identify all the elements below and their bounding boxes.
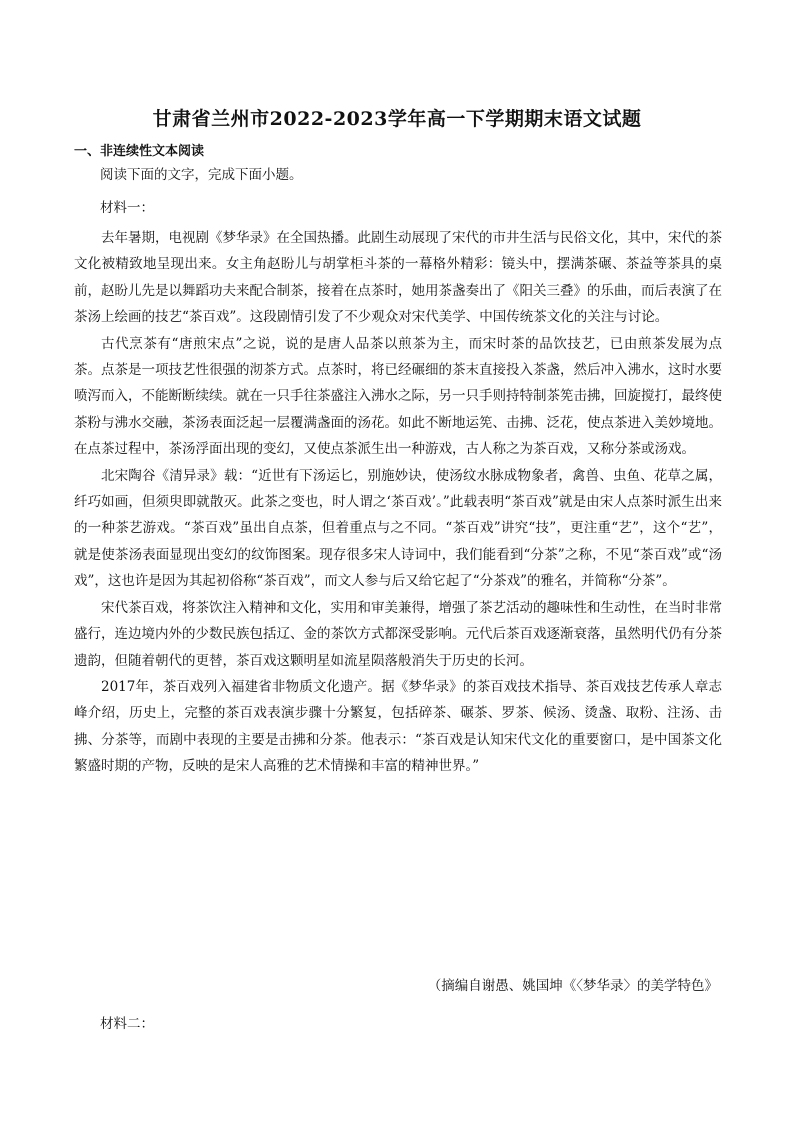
paragraph: 北宋陶谷《清异录》载：“近世有下汤运匕，别施妙诀，使汤纹水脉成物象者，禽兽、虫鱼、花草之属，纤巧如画，但须臾即就散灭。此茶之变也，时人谓之‘茶百戏’。”此载表明“茶百戏”就是由宋人点茶时派生出来的一种茶艺游戏。“茶百戏”虽出自点茶，但着重点与之不同。“茶百戏”讲究“技”，更注重“艺”，这个“艺”，就是使茶汤表面显现出变幻的纹饰图案。现存很多宋人诗词中，我们能看到“分茶”之称，不见“茶百戏”或“汤戏”，这也许是因为其起初俗称“茶百戏”，而文人参与后又给它起了“分茶戏”的雅名，并简称“分茶”。 <box>74 467 722 590</box>
paragraph: 古代烹茶有“唐煎宋点”之说，说的是唐人品茶以煎茶为主，而宋时茶的品饮技艺，已由煎茶发展为点茶。点茶是一项技艺性很强的沏茶方式。点茶时，将已经碾细的茶末直接投入茶盏，然后冲入沸水，这时水要喷泻而入，不能断断续续。就在一只手往茶盛注入沸水之际，另一只手则持特制茶筅击拂，回旋搅打，最终使茶粉与沸水交融，茶汤表面泛起一层覆满盏面的汤花。如此不断地运筅、击拂、泛花，使点茶进入美妙境地。在点茶过程中，茶汤浮面出现的变幻，又使点茶派生出一种游戏，古人称之为茶百戏，又称分茶或汤戏。 <box>74 335 722 458</box>
material-two-label: 材料二： <box>100 1016 154 1032</box>
paragraph: 去年暑期，电视剧《梦华录》在全国热播。此剧生动展现了宋代的市井生活与民俗文化，其中，宋代的茶文化被精致地呈现出来。女主角赵盼儿与胡掌柜斗茶的一幕格外精彩：镜头中，摆满茶碾、茶益等茶具的桌前，赵盼儿先是以舞蹈功夫来配合制茶，接着在点茶时，她用茶盏奏出了《阳关三叠》的乐曲，而后表演了在茶汤上绘画的技艺“茶百戏”。这段剧情引发了不少观众对宋代美学、中国传统茶文化的关注与讨论。 <box>74 230 722 326</box>
page-title: 甘肃省兰州市2022-2023学年高一下学期期末语文试题 <box>152 108 642 130</box>
paragraph: 宋代茶百戏，将茶饮注入精神和文化，实用和审美兼得，增强了茶艺活动的趣味性和生动性，在当时非常盛行，连边境内外的少数民族包括辽、金的茶饮方式都深受影响。元代后茶百戏逐渐衰落，虽然明代仍有分茶遗韵，但随着朝代的更替，茶百戏这颗明星如流星陨落般消失于历史的长河。 <box>74 599 722 669</box>
material-one-label: 材料一： <box>100 200 154 216</box>
paragraph: 2017年，茶百戏列入福建省非物质文化遗产。据《梦华录》的茶百戏技术指导、茶百戏技艺传承人章志峰介绍，历史上，完整的茶百戏表演步骤十分繁复，包括碎茶、碾茶、罗茶、候汤、烫盏、取粉、注汤、击拂、分茶等，而剧中表现的主要是击拂和分茶。他表示：“茶百戏是认知宋代文化的重要窗口，是中国茶文化繁盛时期的产物，反映的是宋人高雅的艺术情操和丰富的精神世界。” <box>74 678 722 775</box>
article-body <box>74 225 722 780</box>
source-citation: （摘编自谢愚、姚国坤《〈梦华录〉的美学特色》 <box>427 978 718 994</box>
instruction-text: 阅读下面的文字，完成下面小题。 <box>100 167 303 183</box>
section-heading: 一、非连续性文本阅读 <box>74 144 205 159</box>
